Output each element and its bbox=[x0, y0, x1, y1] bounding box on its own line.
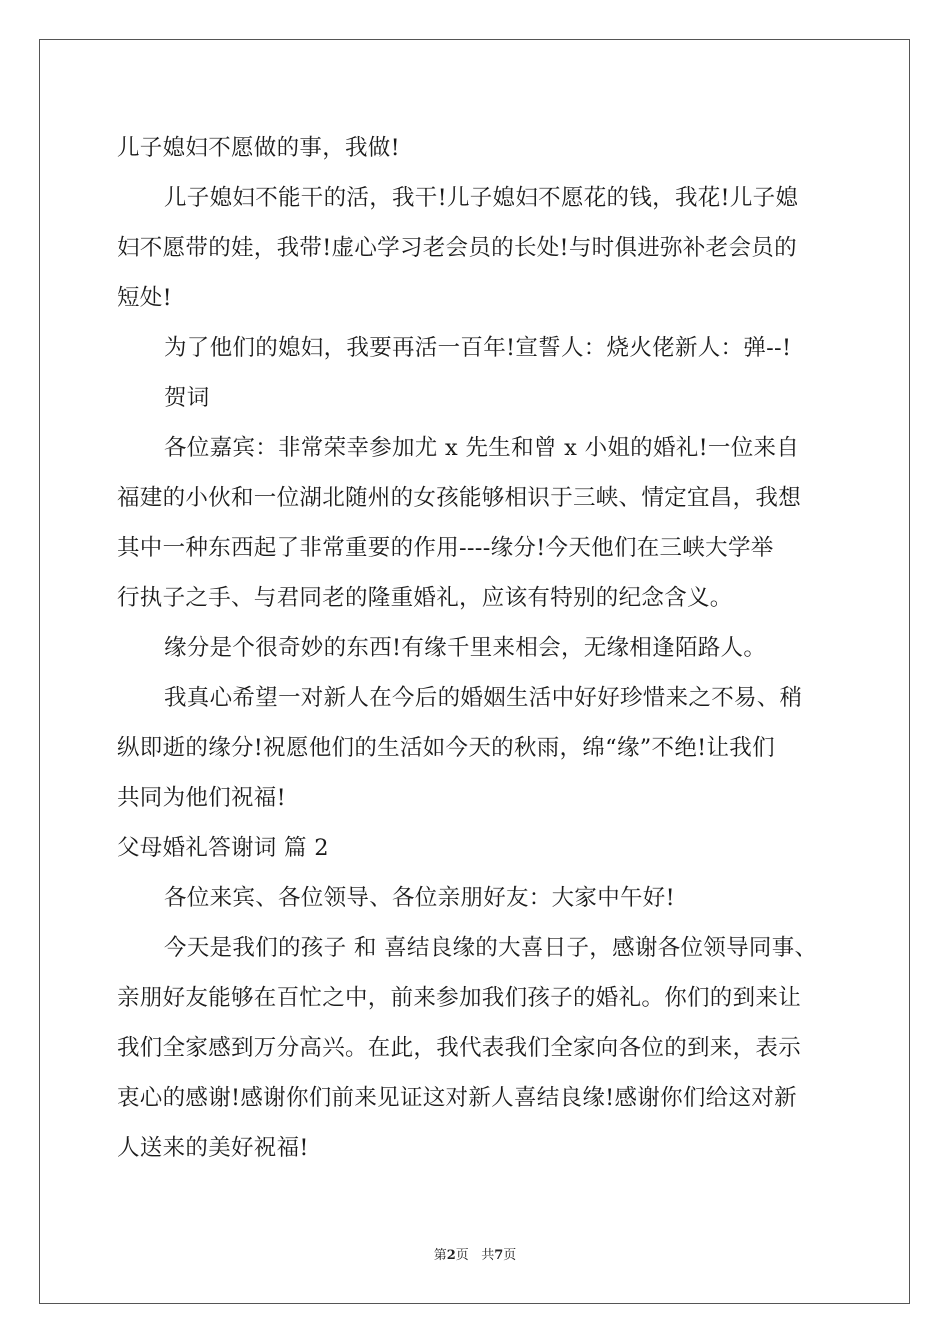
section-title: 父母婚礼答谢词 篇 2 bbox=[117, 835, 329, 861]
paragraph-line: 今天是我们的孩子 和 喜结良缘的大喜日子，感谢各位领导同事、 bbox=[164, 935, 818, 961]
paragraph-line: 妇不愿带的娃，我带!虚心学习老会员的长处!与时俱进弥补老会员的 bbox=[117, 235, 797, 261]
paragraph-line: 儿子媳妇不愿做的事，我做! bbox=[117, 135, 400, 161]
paragraph-line: 纵即逝的缘分!祝愿他们的生活如今天的秋雨，绵“缘”不绝!让我们 bbox=[117, 735, 775, 761]
paragraph-line: 各位嘉宾：非常荣幸参加尤 x 先生和曾 x 小姐的婚礼!一位来自 bbox=[164, 435, 800, 461]
paragraph-line: 其中一种东西起了非常重要的作用----缘分!今天他们在三峡大学举 bbox=[117, 535, 774, 561]
paragraph-line: 行执子之手、与君同老的隆重婚礼，应该有特别的纪念含义。 bbox=[117, 585, 733, 611]
section-heading: 贺词 bbox=[164, 385, 210, 411]
paragraph-line: 亲朋好友能够在百忙之中，前来参加我们孩子的婚礼。你们的到来让 bbox=[117, 985, 802, 1011]
paragraph-line: 衷心的感谢!感谢你们前来见证这对新人喜结良缘!感谢你们给这对新 bbox=[117, 1085, 797, 1111]
paragraph-line: 各位来宾、各位领导、各位亲朋好友：大家中午好! bbox=[164, 885, 675, 911]
paragraph-line: 缘分是个很奇妙的东西!有缘千里来相会，无缘相逢陌路人。 bbox=[164, 635, 767, 661]
total-suffix: 页 bbox=[503, 1248, 517, 1263]
total-pages: 7 bbox=[494, 1248, 504, 1263]
paragraph-line: 共同为他们祝福! bbox=[117, 785, 286, 811]
paragraph-line: 我真心希望一对新人在今后的婚姻生活中好好珍惜来之不易、稍 bbox=[164, 685, 803, 711]
page-number: 2 bbox=[446, 1248, 456, 1263]
total-prefix: 共 bbox=[481, 1248, 495, 1263]
paragraph-line: 福建的小伙和一位湖北随州的女孩能够相识于三峡、情定宜昌，我想 bbox=[117, 485, 802, 511]
page-prefix: 第 bbox=[433, 1248, 447, 1263]
paragraph-line: 为了他们的媳妇，我要再活一百年!宣誓人：烧火佬新人：弹--! bbox=[164, 335, 792, 361]
paragraph-line: 我们全家感到万分高兴。在此，我代表我们全家向各位的到来，表示 bbox=[117, 1035, 802, 1061]
page-suffix: 页 bbox=[455, 1248, 469, 1263]
paragraph-line: 儿子媳妇不能干的活，我干!儿子媳妇不愿花的钱，我花!儿子媳 bbox=[164, 185, 799, 211]
page-footer bbox=[0, 1247, 950, 1265]
paragraph-line: 人送来的美好祝福! bbox=[117, 1135, 309, 1161]
paragraph-line: 短处! bbox=[117, 285, 172, 311]
